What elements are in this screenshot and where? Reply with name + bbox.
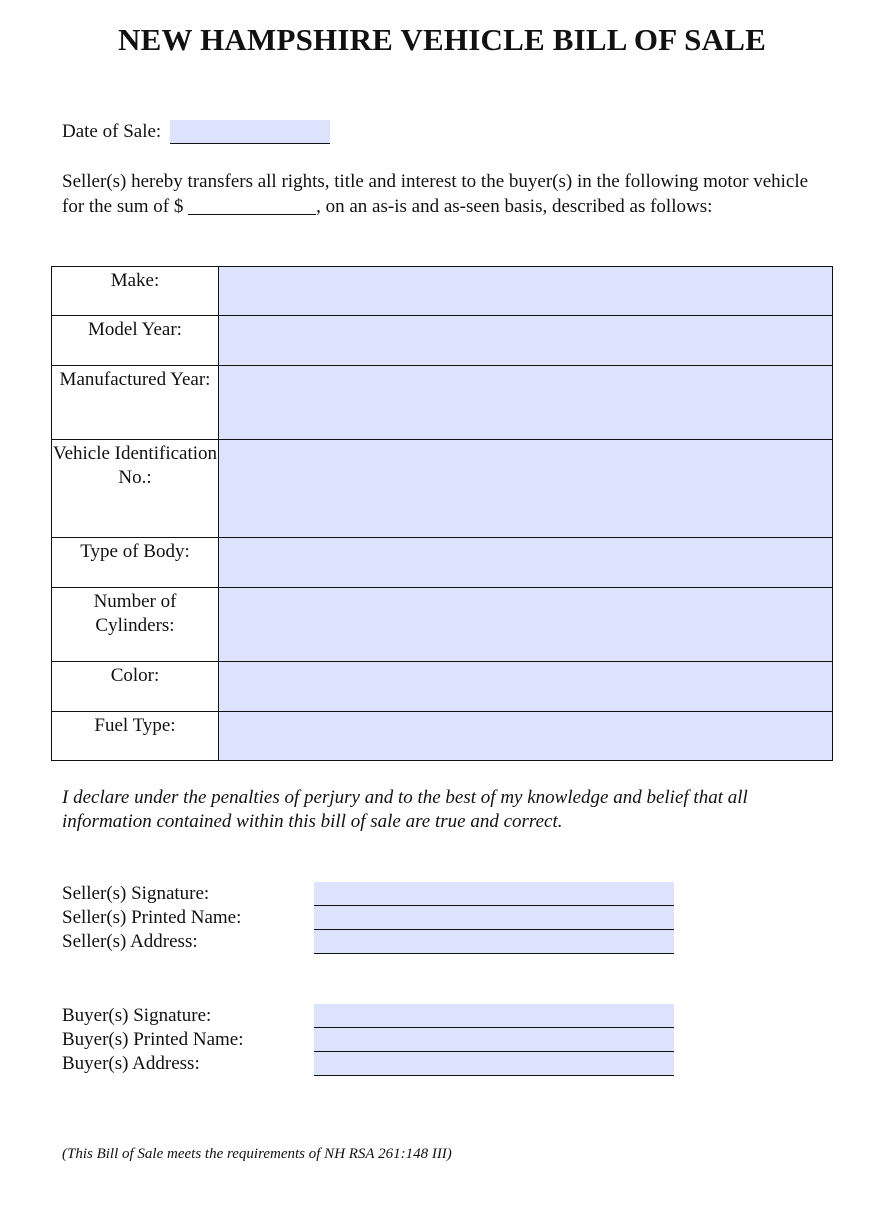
table-row <box>52 662 833 712</box>
table-row <box>52 366 833 440</box>
transfer-text-before: Seller(s) hereby transfers all rights, title and interest to the buyer(s) in the following motor vehicle for the sum of $ <box>62 171 809 217</box>
model-year-field[interactable] <box>219 316 833 366</box>
sale-sum-field[interactable] <box>188 194 316 215</box>
table-row <box>52 712 833 761</box>
color-label: Color: <box>52 662 219 712</box>
seller-address-label: Seller(s) Address: <box>62 931 198 952</box>
model-year-label: Model Year: <box>52 316 219 366</box>
buyer-signature-label: Buyer(s) Signature: <box>62 1005 212 1026</box>
table-row <box>52 538 833 588</box>
manufactured-year-field[interactable] <box>219 366 833 440</box>
seller-printed-name-row <box>62 906 314 930</box>
buyer-printed-name-row <box>62 1028 314 1052</box>
cylinders-label: Number of Cylinders: <box>52 588 219 662</box>
body-type-label: Type of Body: <box>52 538 219 588</box>
legal-footnote: (This Bill of Sale meets the requirements of NH RSA 261:148 III) <box>62 1146 452 1162</box>
vin-label: Vehicle Identification No.: <box>52 440 219 538</box>
buyer-address-field[interactable] <box>314 1052 674 1076</box>
seller-signature-label: Seller(s) Signature: <box>62 883 210 904</box>
manufactured-year-label: Manufactured Year: <box>52 366 219 440</box>
vehicle-details-table <box>51 266 833 761</box>
body-type-field[interactable] <box>219 538 833 588</box>
table-row <box>52 267 833 316</box>
buyer-block <box>62 1004 314 1076</box>
seller-signature-row <box>62 882 314 906</box>
vin-field[interactable] <box>219 440 833 538</box>
transfer-paragraph <box>62 170 832 219</box>
buyer-address-label: Buyer(s) Address: <box>62 1053 200 1074</box>
make-label: Make: <box>52 267 219 316</box>
seller-printed-name-field[interactable] <box>314 906 674 930</box>
table-row <box>52 588 833 662</box>
cylinders-field[interactable] <box>219 588 833 662</box>
perjury-declaration: I declare under the penalties of perjury and to the best of my knowledge and belief that all information contained within this bill of sale are true and correct. <box>62 787 748 832</box>
table-row <box>52 440 833 538</box>
document-title: NEW HAMPSHIRE VEHICLE BILL OF SALE <box>118 22 766 57</box>
fuel-type-label: Fuel Type: <box>52 712 219 761</box>
buyer-signature-field[interactable] <box>314 1004 674 1028</box>
seller-address-row <box>62 930 314 954</box>
buyer-printed-name-label: Buyer(s) Printed Name: <box>62 1029 244 1050</box>
transfer-text-after: , on an as-is and as-seen basis, described as follows: <box>316 196 713 217</box>
make-field[interactable] <box>219 267 833 316</box>
seller-signature-field[interactable] <box>314 882 674 906</box>
color-field[interactable] <box>219 662 833 712</box>
buyer-address-row <box>62 1052 314 1076</box>
seller-printed-name-label: Seller(s) Printed Name: <box>62 907 242 928</box>
seller-address-field[interactable] <box>314 930 674 954</box>
table-row <box>52 316 833 366</box>
date-of-sale-row <box>62 120 330 144</box>
date-of-sale-label: Date of Sale: <box>62 121 162 142</box>
date-of-sale-field[interactable] <box>170 120 330 144</box>
buyer-printed-name-field[interactable] <box>314 1028 674 1052</box>
seller-block <box>62 882 314 954</box>
fuel-type-field[interactable] <box>219 712 833 761</box>
buyer-signature-row <box>62 1004 314 1028</box>
